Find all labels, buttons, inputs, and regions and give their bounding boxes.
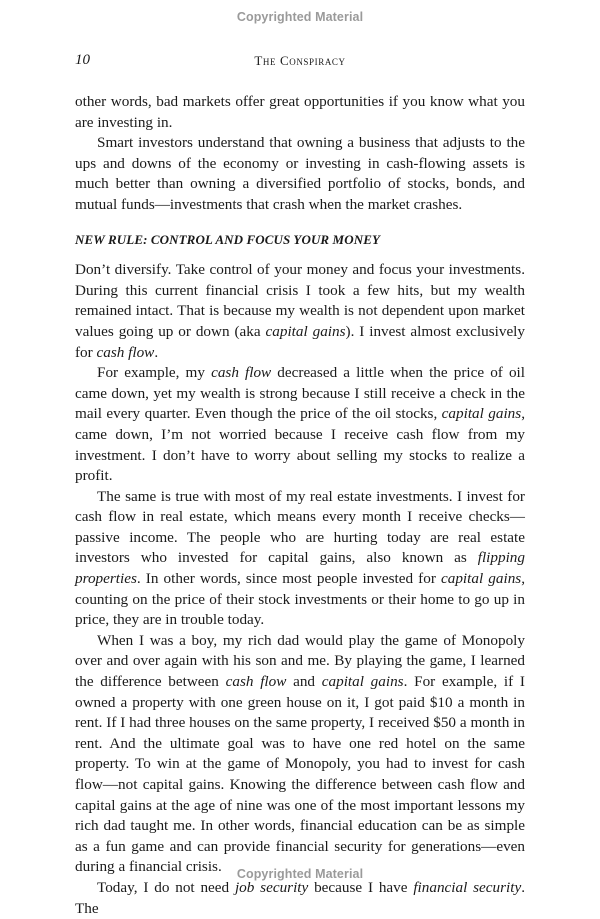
running-head [75,52,525,72]
body-paragraph [75,133,525,215]
page-body [75,92,525,919]
text-segment: . The [75,878,526,917]
section-heading: NEW RULE: CONTROL AND FOCUS YOUR MONEY [75,231,381,247]
italic-text-segment: cash flow [96,343,155,361]
text-segment: and [286,673,322,691]
body-paragraph [75,487,525,631]
text-segment: . For example, if I owned a property with one green house on it, I got paid $10 a month in rent. If I had three houses on the same property, I received $50 a month in rent. And the ultimate goal was to have one red hotel on the same property. To win at the game of Monopoly, you had to invest for cash flow—not capital gains. Knowing the difference between cash flow and capital gains at the age of nine was one of the most important lessons my rich dad taught me. In other words, financial education can be as simple as a fun game and can provide financial security for generations—even during a financial crisis. [75,673,525,876]
italic-text-segment: financial security [413,878,522,896]
text-segment: For example, my [97,364,212,382]
text-segment: . In other words, since most people invested for [136,570,441,588]
body-paragraph [75,92,525,133]
copyright-watermark-top: Copyrighted Material [236,10,364,24]
body-paragraph [75,878,525,919]
italic-text-segment: job security [234,878,309,896]
text-segment: other words, bad markets offer great opportunities if you know what you are investing in. [75,93,525,131]
text-segment: The same is true with most of my real estate investments. I invest for cash flow in real estate, which means every month I receive checks—passive income. The people who are hurting today are real estate investors who invested for capital gains, also known as [75,487,525,567]
text-segment: Today, I do not need [97,878,235,896]
copyright-watermark-bottom: Copyrighted Material [236,867,364,881]
italic-text-segment: capital gains [265,322,346,340]
book-title: The Conspiracy [254,53,346,68]
paragraphs-before-heading [75,92,525,216]
text-segment: , counting on the price of their stock investments or their home to go up in price, they are in trouble today. [75,570,525,629]
italic-text-segment: cash flow [225,673,287,691]
body-paragraph [75,363,525,487]
body-paragraph [75,631,525,878]
italic-text-segment: capital gains [441,570,522,588]
paragraphs-after-heading [75,260,525,919]
page-number: 10 [75,52,90,68]
body-paragraph [75,260,525,363]
text-segment: Smart investors understand that owning a business that adjusts to the ups and downs of the economy or investing in cash-flowing assets is much better than owning a diversified portfolio of stocks, bonds, and mutual funds—investments that crash when the market crashes. [75,134,525,213]
text-segment: . [154,343,159,361]
text-segment: When I was a boy, my rich dad would play the game of Monopoly over and over again with his son and me. By playing the game, I learned the difference between [75,631,525,691]
text-segment: because I have [308,878,414,896]
text-segment: ). I invest almost exclusively for [75,322,525,361]
text-segment: decreased a little when the price of oil came down, yet my wealth is strong because I still receive a check in the mail every quarter. Even though the price of the oil stocks, [75,364,525,423]
italic-text-segment: flipping properties [75,549,525,588]
italic-text-segment: capital gains [441,405,522,423]
text-segment: , came down, I’m not worried because I receive cash flow from my investment. I don’t have to worry about selling my stocks to realize a profit. [75,405,525,485]
italic-text-segment: capital gains [321,673,404,691]
text-segment: Don’t diversify. Take control of your money and focus your investments. During this current financial crisis I took a few hits, but my wealth remained intact. That is because my wealth is not dependent upon market values going up or down (aka [75,261,525,340]
italic-text-segment: cash flow [211,364,272,382]
